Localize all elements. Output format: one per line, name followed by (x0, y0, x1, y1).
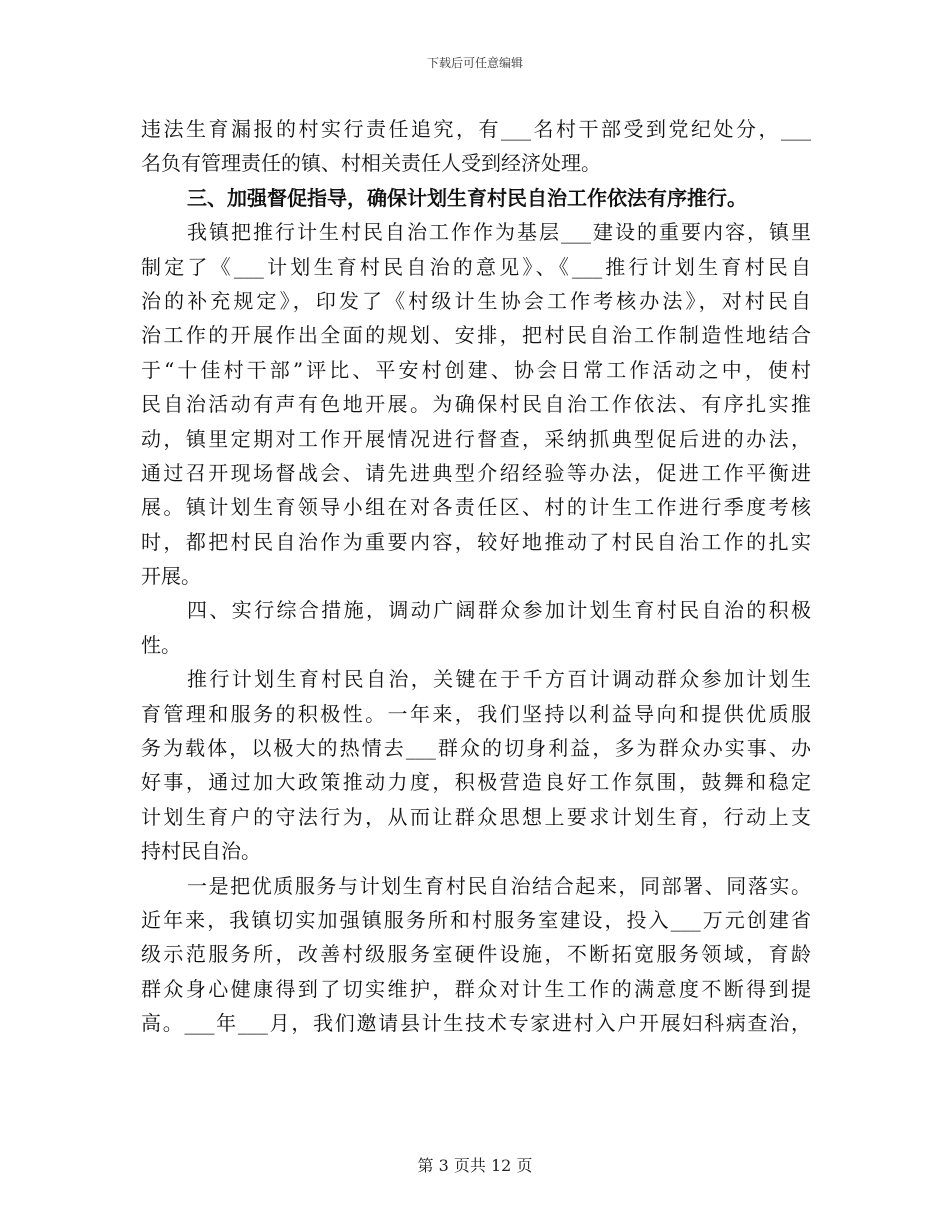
page-header: 下载后可任意编辑 (426, 56, 523, 70)
body-line: 时，都把村民自治作为重要内容，较好地推动了村民自治工作的扎实 (141, 529, 811, 554)
body-line: 治工作的开展作出全面的规划、安排，把村民自治工作制造性地结合 (141, 323, 811, 348)
body-line: 我镇把推行计生村民自治工作作为基层___建设的重要内容，镇里 (187, 220, 811, 245)
document-body (141, 112, 811, 1041)
body-line: 级示范服务所，改善村级服务室硬件设施，不断拓宽服务领域，育龄 (141, 942, 811, 967)
body-line: 群众身心健康得到了切实维护，群众对计生工作的满意度不断得到提 (141, 976, 811, 1001)
body-line: 制定了《___计划生育村民自治的意见》、《___推行计划生育村民自 (141, 254, 811, 279)
body-line: 育管理和服务的积极性。一年来，我们坚持以利益导向和提供优质服 (141, 701, 811, 726)
body-line: 持村民自治。 (141, 839, 261, 864)
body-line: 高。___年___月，我们邀请县计生技术专家进村入户开展妇科病查治， (141, 1011, 811, 1036)
body-line: 务为载体，以极大的热情去___群众的切身利益，多为群众办实事、办 (141, 736, 811, 761)
body-line: 民自治活动有声有色地开展。为确保村民自治工作依法、有序扎实推 (141, 392, 811, 417)
body-line: 计划生育户的守法行为，从而让群众思想上要求计划生育，行动上支 (141, 804, 811, 829)
body-line: 性。 (141, 632, 181, 657)
section-heading: 三、加强督促指导，确保计划生育村民自治工作依法有序推行。 (187, 185, 747, 210)
body-line: 治的补充规定》，印发了《村级计生协会工作考核办法》，对村民自 (141, 288, 811, 313)
page-footer: 第 3 页共 12 页 (417, 1156, 533, 1175)
body-line: 动，镇里定期对工作开展情况进行督查，采纳抓典型促后进的办法， (141, 426, 811, 451)
body-line: 名负有管理责任的镇、村相关责任人受到经济处理。 (141, 151, 601, 176)
body-line: 违法生育漏报的村实行责任追究，有___名村干部受到党纪处分，___ (141, 117, 811, 141)
body-line: 推行计划生育村民自治，关键在于千方百计调动群众参加计划生 (187, 667, 811, 692)
section-heading: 四、实行综合措施，调动广阔群众参加计划生育村民自治的积极 (187, 598, 811, 623)
body-line: 于“十佳村干部”评比、平安村创建、协会日常工作活动之中，使村 (141, 357, 811, 382)
body-line: 开展。 (141, 564, 201, 589)
body-line: 展。镇计划生育领导小组在对各责任区、村的计生工作进行季度考核 (141, 495, 811, 520)
body-line: 近年来，我镇切实加强镇服务所和村服务室建设，投入___万元创建省 (141, 907, 811, 932)
body-line: 一是把优质服务与计划生育村民自治结合起来，同部署、同落实。 (187, 873, 811, 898)
body-line: 通过召开现场督战会、请先进典型介绍经验等办法，促进工作平衡进 (141, 460, 811, 485)
body-line: 好事，通过加大政策推动力度，积极营造良好工作氛围，鼓舞和稳定 (141, 770, 811, 795)
